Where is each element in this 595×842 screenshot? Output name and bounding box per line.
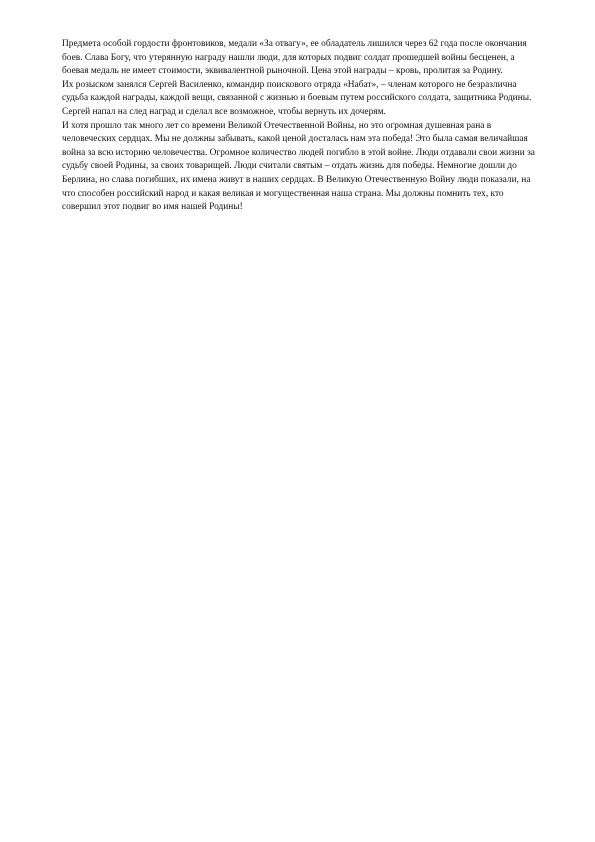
document-body [62,38,540,215]
paragraph-search-team: Их розыском занялся Сергей Василенко, командир поискового отряда «Набат», – членам которого не безразлична судьба каждой награды, каждой вещи, связанной с жизнью и боевым путем российского солдата, защитника Родины. Сергей напал на след наград и сделал все возможное, чтобы вернуть их дочерям. [62,79,532,117]
paragraph-remembrance: И хотя прошло так много лет со времени Великой Отечественной Войны, но это огромная душевная рана в человеческих сердцах. Мы не должны забывать, какой ценой досталась нам эта победа! Это была самая величайшая война за всю историю человечества. Огромное количество людей погибло в этой войне. Люди отдавали свои жизни за судьбу своей Родины, за своих товарищей. Люди считали святым – отдать жизнь для победы. Немногие дошли до Берлина, но слава погибших, их имена живут в наших сердцах. В Великую Отечественную Войну люди показали, на что способен российский народ и какая великая и могущественная наша страна. Мы должны помнить тех, кто совершил этот подвиг во имя нашей Родины! [62,120,535,213]
paragraph-medal-story: Предмета особой гордости фронтовиков, медали «За отвагу», ее обладатель лишился через 62 года после окончания боев. Слава Богу, что утерянную награду нашли люди, для которых подвиг солдат прошедшей войны бесценен, а боевая медаль не имеет стоимости, эквивалентной рыночной. Цена этой награды – кровь, пролитая за Родину. [62,39,527,77]
